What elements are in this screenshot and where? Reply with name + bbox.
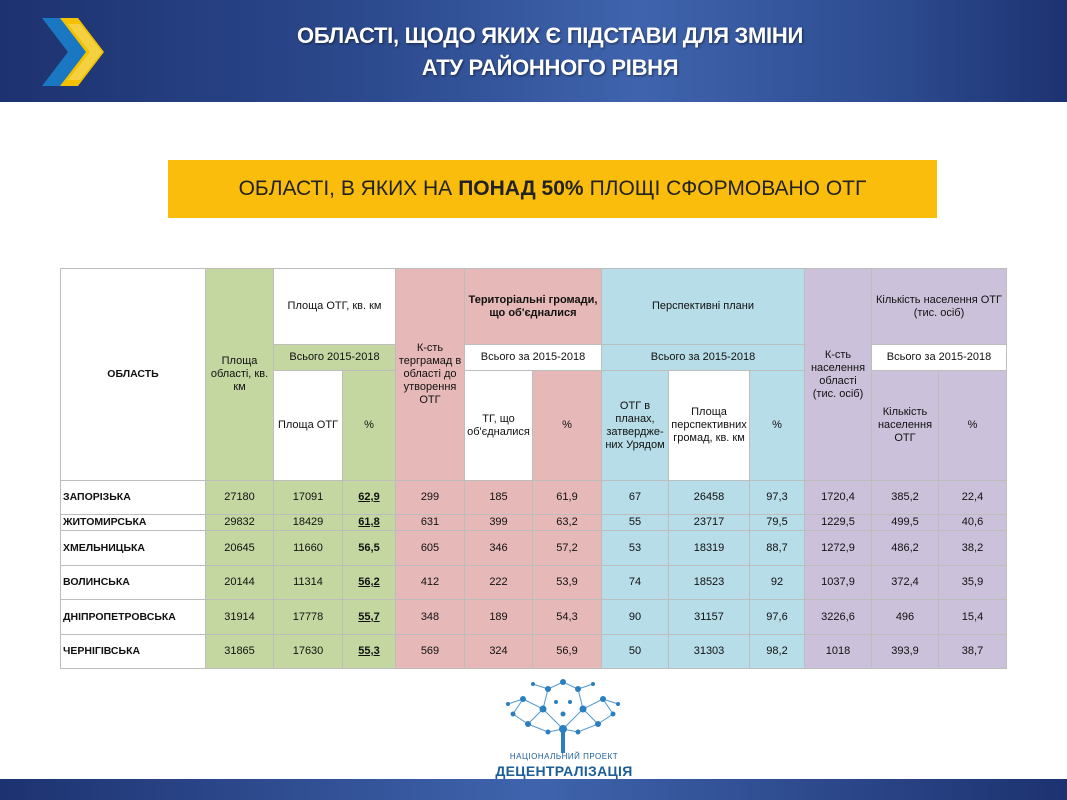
cell-plans-area: 23717 (669, 515, 750, 531)
oblast-table (60, 268, 1007, 669)
cell-name: ХМЕЛЬНИЦЬКА (61, 531, 206, 566)
cell-tg-united: 222 (465, 566, 533, 600)
header-pop-group: Кількість населення ОТГ (тис. осіб) (872, 269, 1007, 345)
header-pop-otg: Кількість населення ОТГ (872, 371, 939, 481)
page-title (200, 20, 900, 84)
cell-otg-area: 11660 (274, 531, 343, 566)
footer-subtitle: НАЦІОНАЛЬНИЙ ПРОЕКТ (509, 752, 619, 761)
cell-otg-area: 17630 (274, 635, 343, 669)
cell-otg-pct: 61,8 (343, 515, 396, 531)
table-row (61, 515, 1007, 531)
header-otg-total: Всього 2015-2018 (274, 345, 396, 371)
header-tg-pct: % (533, 371, 602, 481)
cell-tg-pct: 56,9 (533, 635, 602, 669)
cell-plans-pct: 88,7 (750, 531, 805, 566)
cell-pop-pct: 40,6 (939, 515, 1007, 531)
cell-population: 1720,4 (805, 481, 872, 515)
cell-tg-united: 346 (465, 531, 533, 566)
banner-suffix: ПЛОЩІ СФОРМОВАНО ОТГ (589, 177, 867, 200)
cell-pop-otg: 486,2 (872, 531, 939, 566)
cell-population: 1272,9 (805, 531, 872, 566)
cell-area: 31865 (206, 635, 274, 669)
cell-population: 1018 (805, 635, 872, 669)
header-tg-count: К-сть терграмад в області до утворення ОТГ (396, 269, 465, 481)
cell-tg-united: 399 (465, 515, 533, 531)
cell-otg-pct: 56,2 (343, 566, 396, 600)
cell-otg-area: 18429 (274, 515, 343, 531)
cell-pop-otg: 393,9 (872, 635, 939, 669)
cell-plans-area: 18523 (669, 566, 750, 600)
cell-area: 29832 (206, 515, 274, 531)
cell-otg-area: 11314 (274, 566, 343, 600)
header-plans-total: Всього за 2015-2018 (602, 345, 805, 371)
banner-prefix: ОБЛАСТІ, В ЯКИХ НА (238, 177, 453, 200)
cell-area: 31914 (206, 600, 274, 635)
cell-tg-count: 631 (396, 515, 465, 531)
title-line-2: АТУ РАЙОННОГО РІВНЯ (421, 55, 679, 80)
cell-tg-count: 605 (396, 531, 465, 566)
cell-plans-pct: 92 (750, 566, 805, 600)
cell-tg-united: 324 (465, 635, 533, 669)
chevron-logo-icon (40, 10, 112, 94)
cell-tg-pct: 61,9 (533, 481, 602, 515)
cell-area: 20144 (206, 566, 274, 600)
header-plans-group: Перспективні плани (602, 269, 805, 345)
cell-name: ВОЛИНСЬКА (61, 566, 206, 600)
cell-pop-pct: 38,7 (939, 635, 1007, 669)
cell-plans-area: 26458 (669, 481, 750, 515)
cell-population: 1037,9 (805, 566, 872, 600)
cell-tg-count: 299 (396, 481, 465, 515)
header-tg-united-group: Територіальні громади, що об'єдналися (465, 269, 602, 345)
header-plans-area: Площа перспективних громад, кв. км (669, 371, 750, 481)
header-area: Площа області, кв. км (206, 269, 274, 481)
cell-otg-area: 17091 (274, 481, 343, 515)
cell-area: 27180 (206, 481, 274, 515)
footer-brand: ДЕЦЕНТРАЛІЗАЦІЯ (495, 763, 633, 779)
cell-plans-otg: 90 (602, 600, 669, 635)
header-population: К-сть населення області (тис. осіб) (805, 269, 872, 481)
cell-plans-pct: 97,3 (750, 481, 805, 515)
cell-otg-pct: 62,9 (343, 481, 396, 515)
cell-plans-otg: 50 (602, 635, 669, 669)
cell-tg-pct: 53,9 (533, 566, 602, 600)
table-row (61, 481, 1007, 515)
cell-otg-pct: 55,7 (343, 600, 396, 635)
header-plans-otg: ОТГ в планах, затверджених Урядом (602, 371, 669, 481)
header-tg-total: Всього за 2015-2018 (465, 345, 602, 371)
banner-emphasis: ПОНАД 50% (458, 177, 584, 200)
cell-name: ЗАПОРІЗЬКА (61, 481, 206, 515)
cell-tg-united: 189 (465, 600, 533, 635)
header-otg-pct: % (343, 371, 396, 481)
header-otg-area-group: Площа ОТГ, кв. км (274, 269, 396, 345)
cell-plans-pct: 97,6 (750, 600, 805, 635)
cell-plans-otg: 67 (602, 481, 669, 515)
cell-name: ЧЕРНІГІВСЬКА (61, 635, 206, 669)
cell-plans-otg: 55 (602, 515, 669, 531)
header-oblast: ОБЛАСТЬ (61, 269, 206, 481)
header-pop-total: Всього за 2015-2018 (872, 345, 1007, 371)
cell-plans-pct: 98,2 (750, 635, 805, 669)
cell-plans-area: 18319 (669, 531, 750, 566)
cell-pop-pct: 15,4 (939, 600, 1007, 635)
cell-pop-pct: 38,2 (939, 531, 1007, 566)
title-line-1: ОБЛАСТІ, ЩОДО ЯКИХ Є ПІДСТАВИ ДЛЯ ЗМІНИ (297, 23, 803, 48)
cell-pop-pct: 22,4 (939, 481, 1007, 515)
cell-otg-pct: 56,5 (343, 531, 396, 566)
cell-tg-pct: 54,3 (533, 600, 602, 635)
subtitle-banner (168, 160, 937, 218)
cell-otg-area: 17778 (274, 600, 343, 635)
cell-pop-pct: 35,9 (939, 566, 1007, 600)
cell-area: 20645 (206, 531, 274, 566)
header-tg-united: ТГ, що об'єдналися (465, 371, 533, 481)
cell-tg-pct: 63,2 (533, 515, 602, 531)
cell-plans-area: 31157 (669, 600, 750, 635)
bottom-bar (0, 779, 1067, 800)
cell-tg-count: 569 (396, 635, 465, 669)
cell-tg-count: 412 (396, 566, 465, 600)
cell-plans-otg: 53 (602, 531, 669, 566)
cell-name: ЖИТОМИРСЬКА (61, 515, 206, 531)
cell-plans-pct: 79,5 (750, 515, 805, 531)
cell-tg-pct: 57,2 (533, 531, 602, 566)
cell-pop-otg: 372,4 (872, 566, 939, 600)
cell-pop-otg: 385,2 (872, 481, 939, 515)
header-pop-pct: % (939, 371, 1007, 481)
table-row (61, 531, 1007, 566)
table-row (61, 566, 1007, 600)
header-bar (0, 0, 1067, 102)
table-row (61, 600, 1007, 635)
cell-plans-otg: 74 (602, 566, 669, 600)
cell-tg-united: 185 (465, 481, 533, 515)
cell-tg-count: 348 (396, 600, 465, 635)
table-row (61, 635, 1007, 669)
cell-pop-otg: 496 (872, 600, 939, 635)
cell-population: 3226,6 (805, 600, 872, 635)
header-otg-area: Площа ОТГ (274, 371, 343, 481)
cell-otg-pct: 55,3 (343, 635, 396, 669)
header-plans-pct: % (750, 371, 805, 481)
cell-name: ДНІПРОПЕТРОВСЬКА (61, 600, 206, 635)
cell-plans-area: 31303 (669, 635, 750, 669)
cell-pop-otg: 499,5 (872, 515, 939, 531)
cell-population: 1229,5 (805, 515, 872, 531)
